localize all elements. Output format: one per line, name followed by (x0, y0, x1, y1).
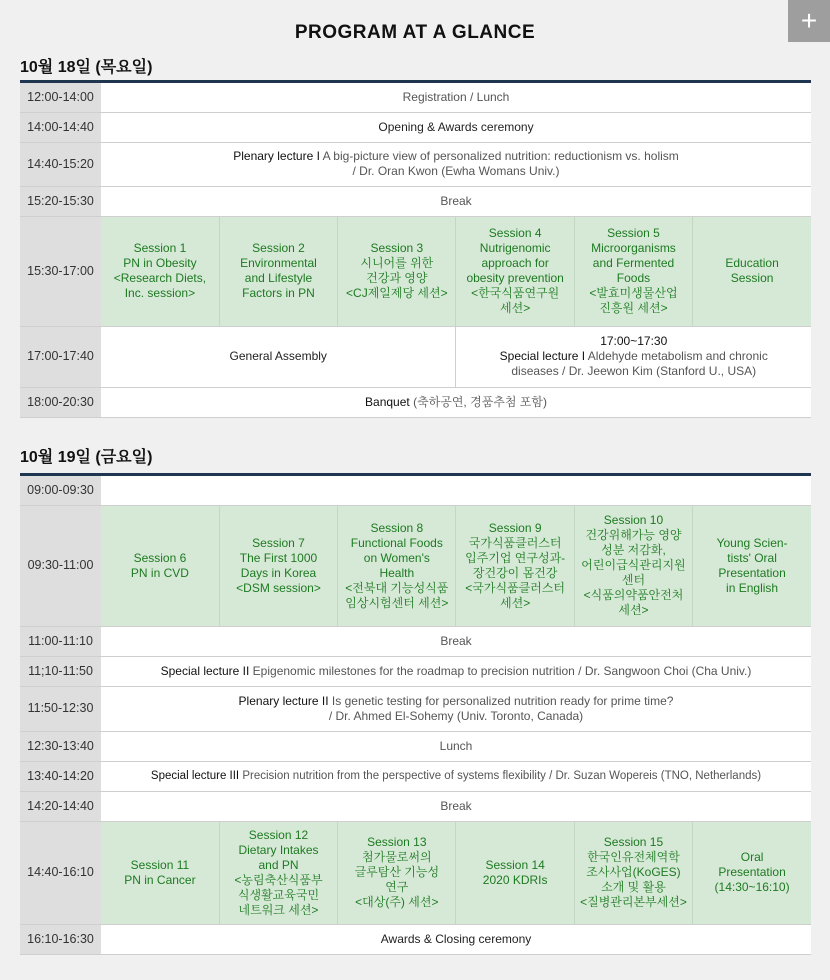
session-line: 세션> (500, 301, 531, 315)
session-line: Session 10 (603, 513, 664, 527)
session-cell (219, 216, 337, 326)
time-cell: 18:00-20:30 (20, 387, 101, 417)
session-cell (693, 505, 811, 626)
time-cell: 09:30-11:00 (20, 505, 101, 626)
table-row (20, 112, 811, 142)
event-cell (101, 142, 811, 186)
table-row (20, 731, 811, 761)
session-line: 입주기업 연구성과- (465, 550, 566, 565)
session-line: <CJ제일제당 세션> (346, 286, 448, 300)
event-text: (축하공연, 경품추첨 포함) (409, 394, 547, 409)
session-line: 네트워크 세션> (238, 902, 319, 917)
time-cell: 16:10-16:30 (20, 924, 101, 954)
table-row (20, 761, 811, 791)
event-cell (101, 686, 811, 731)
session-line: Session 2 (252, 241, 305, 255)
table-row (20, 83, 811, 112)
session-cell (338, 216, 456, 326)
time-cell: 17:00-17:40 (20, 326, 101, 387)
session-line: Session 11 (130, 857, 190, 872)
session-line: Session (730, 271, 774, 285)
session-cell (693, 216, 811, 326)
day2-schedule-table (20, 476, 811, 955)
time-cell: 12:30-13:40 (20, 731, 101, 761)
event-cell (101, 656, 811, 686)
lecture-time: 17:00~17:30 (600, 334, 668, 348)
session-line: Session 14 (485, 857, 545, 872)
session-cell (574, 505, 692, 626)
table-row (20, 387, 811, 417)
time-cell: 15:30-17:00 (20, 216, 101, 326)
session-line: and Lifestyle (244, 271, 313, 285)
session-line: Young Scien- (716, 535, 788, 550)
session-line: 연구 (385, 880, 409, 894)
session-line: and PN (258, 857, 299, 872)
session-line: PN in Obesity (123, 256, 197, 270)
session-cell (456, 216, 574, 326)
session-line: <국가식품클러스터 (465, 580, 566, 595)
table-row (20, 216, 811, 326)
session-line: on Women's (363, 550, 430, 565)
lecture-label: Special lecture III (150, 769, 240, 782)
time-cell: 13:40-14:20 (20, 761, 101, 791)
session-cell (219, 505, 337, 626)
event-cell: Opening & Awards ceremony (101, 112, 811, 142)
session-line: <발효미생물산업 (589, 286, 678, 300)
session-line: 세션> (618, 603, 649, 617)
time-cell: 14:40-16:10 (20, 821, 101, 924)
table-row (20, 505, 811, 626)
lecture-text: Epigenomic milestones for the roadmap to precision nutrition / Dr. Sangwoon Choi (Cha Univ.) (249, 663, 752, 678)
session-line: 식생활교육국민 (237, 887, 320, 902)
session-line: Days in Korea (240, 565, 317, 580)
session-line: 임상시험센터 세션> (345, 595, 449, 610)
session-line: 한국인유전체역학 (587, 850, 680, 864)
table-row (20, 821, 811, 924)
session-cell (338, 821, 456, 924)
session-cell (693, 821, 811, 924)
session-line: 세션> (500, 595, 531, 610)
event-cell: Break (101, 186, 811, 216)
session-line: Education (725, 256, 779, 270)
session-line: <대상(주) 세션> (355, 895, 439, 909)
session-cell (101, 216, 219, 326)
session-cell (456, 505, 574, 626)
table-row (20, 626, 811, 656)
time-cell: 14:40-15:20 (20, 142, 101, 186)
session-line: 어린이급식관리지원 (581, 558, 686, 572)
day2-heading: 10월 19일 (금요일) (20, 449, 153, 466)
table-row (20, 656, 811, 686)
time-cell: 09:00-09:30 (20, 476, 101, 505)
session-line: Environmental (240, 256, 317, 270)
lecture-text: A big-picture view of personalized nutrition: reductionism vs. holism (319, 149, 679, 163)
event-cell (101, 476, 811, 505)
session-line: Session 1 (133, 241, 187, 255)
session-line: 국가식품클러스터 (468, 535, 562, 550)
session-line: Session 9 (488, 520, 542, 535)
session-line: Dietary Intakes (238, 842, 319, 857)
event-cell: Registration / Lunch (101, 83, 811, 112)
session-cell (574, 821, 692, 924)
session-line: 건강과 영양 (366, 271, 428, 285)
session-line: approach for (481, 256, 549, 270)
session-line: Factors in PN (242, 286, 315, 300)
session-line: Session 7 (252, 535, 305, 550)
event-cell: Break (101, 791, 811, 821)
session-line: in English (726, 580, 779, 595)
lecture-label: Plenary lecture II (238, 693, 329, 708)
session-line: <질병관리본부세션> (580, 895, 687, 909)
session-line: Presentation (718, 565, 786, 580)
session-line: Health (379, 565, 415, 580)
table-row (20, 142, 811, 186)
session-line: 장건강이 몸건강 (472, 565, 558, 580)
session-line: 성분 저감화, (601, 543, 666, 557)
session-line: Session 15 (603, 835, 664, 849)
session-line: PN in Cancer (124, 872, 196, 887)
day1-heading: 10월 18일 (목요일) (20, 59, 153, 76)
expand-plus-button[interactable] (788, 0, 830, 42)
session-line: Session 8 (370, 520, 424, 535)
event-cell: General Assembly (101, 326, 456, 387)
session-line: 첨가물로써의 (362, 850, 432, 864)
event-label: Banquet (365, 394, 410, 409)
session-line: Session 5 (607, 226, 660, 240)
lecture-label: Plenary lecture I (233, 149, 320, 163)
lecture-label: Special lecture I (499, 349, 586, 363)
event-cell: Awards & Closing ceremony (101, 924, 811, 954)
session-line: <DSM session> (236, 580, 321, 595)
session-cell (219, 821, 337, 924)
session-line: <농림축산식품부 (234, 872, 323, 887)
time-cell: 12:00-14:00 (20, 83, 101, 112)
table-row (20, 186, 811, 216)
table-row (20, 326, 811, 387)
time-cell: 14:20-14:40 (20, 791, 101, 821)
session-line: Session 12 (248, 827, 309, 842)
event-cell (101, 761, 811, 791)
session-line: Session 4 (488, 226, 542, 240)
session-line: (14:30~16:10) (714, 880, 790, 894)
session-line: The First 1000 (239, 550, 318, 565)
session-line: Session 3 (370, 241, 424, 255)
event-cell: Break (101, 626, 811, 656)
session-line: Functional Foods (350, 535, 443, 550)
session-line: and Fermented (592, 256, 675, 270)
time-cell: 15:20-15:30 (20, 186, 101, 216)
lecture-label: Special lecture II (160, 663, 250, 678)
session-line: 진흥원 세션> (599, 301, 668, 315)
plus-icon: + (800, 5, 818, 36)
lecture-text: Aldehyde metabolism and chronic (585, 349, 768, 363)
session-line: 시니어를 위한 (360, 256, 434, 270)
session-line: Session 6 (133, 550, 187, 565)
table-row (20, 476, 811, 505)
session-line: obesity prevention (466, 271, 564, 285)
session-line: <전북대 기능성식품 (345, 580, 449, 595)
session-line: 소개 및 활용 (601, 880, 666, 894)
session-line: Presentation (718, 865, 786, 879)
session-line: <한국식품연구원 (471, 286, 560, 300)
table-row (20, 924, 811, 954)
table-row (20, 686, 811, 731)
session-line: Inc. session> (124, 286, 196, 300)
session-cell (456, 821, 574, 924)
lecture-speaker: / Dr. Oran Kwon (Ewha Womans Univ.) (352, 164, 560, 178)
session-line: <Research Diets, (113, 271, 207, 285)
lecture-speaker: diseases / Dr. Jeewon Kim (Stanford U., USA) (511, 364, 757, 378)
session-line: 센터 (621, 573, 646, 587)
session-line: 건강위해가능 영양 (585, 528, 682, 542)
session-line: Session 13 (367, 835, 427, 849)
lecture-text: Is genetic testing for personalized nutrition ready for prime time? (328, 693, 674, 708)
event-cell (101, 387, 811, 417)
time-cell: 11;10-11:50 (20, 656, 101, 686)
event-cell (456, 326, 811, 387)
time-cell: 11:00-11:10 (20, 626, 101, 656)
session-line: 조사사업(KoGES) (586, 865, 681, 879)
lecture-speaker: / Dr. Ahmed El-Sohemy (Univ. Toronto, Canada) (328, 708, 584, 723)
time-cell: 11:50-12:30 (20, 686, 101, 731)
session-line: Microorganisms (591, 241, 676, 255)
page-title: PROGRAM AT A GLANCE (294, 22, 536, 43)
event-cell: Lunch (101, 731, 811, 761)
session-cell (338, 505, 456, 626)
time-cell: 14:00-14:40 (20, 112, 101, 142)
table-row (20, 791, 811, 821)
session-line: Oral (740, 850, 764, 864)
session-line: Nutrigenomic (479, 241, 551, 255)
session-line: 글루탐산 기능성 (354, 865, 440, 879)
lecture-text: Precision nutrition from the perspective of systems flexibility / Dr. Suzan Wopereis (TNO, Netherlands) (239, 769, 762, 782)
session-cell (574, 216, 692, 326)
day1-schedule-table (20, 83, 811, 418)
session-cell (101, 821, 219, 924)
session-line: tists' Oral (727, 550, 777, 565)
session-cell (101, 505, 219, 626)
session-line: PN in CVD (130, 565, 189, 580)
session-line: 2020 KDRIs (482, 872, 548, 887)
session-line: Foods (616, 271, 651, 285)
session-line: <식품의약품안전처 (583, 588, 684, 602)
